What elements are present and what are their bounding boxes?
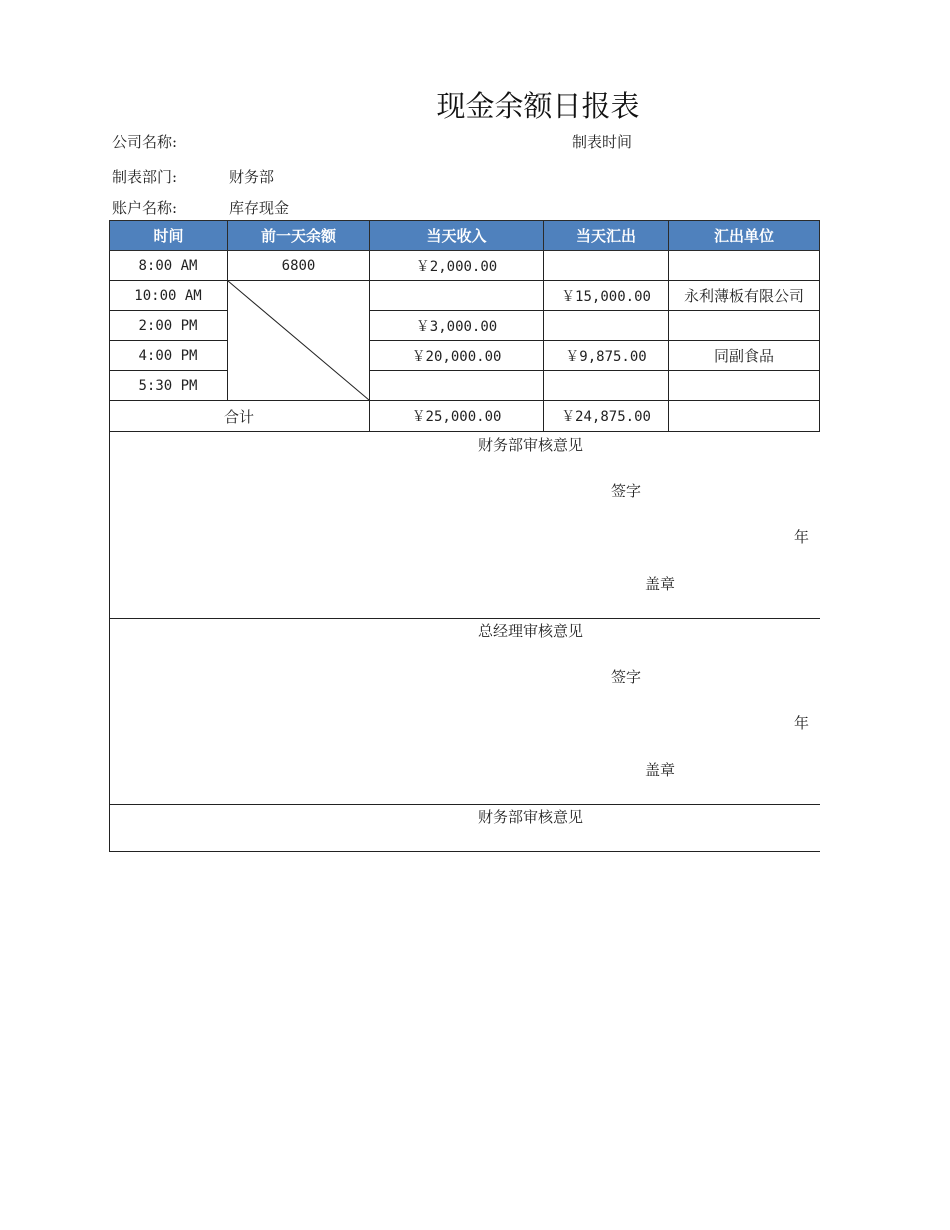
- table-row-income: ￥20,000.00: [370, 341, 544, 371]
- account-label: 账户名称:: [112, 199, 178, 217]
- finance-review-section: [109, 432, 820, 619]
- table-row-time: 8:00 AM: [109, 251, 228, 281]
- stamp-label: 盖章: [645, 575, 676, 593]
- dept-label: 制表部门:: [112, 168, 178, 186]
- account-value: 库存现金: [229, 199, 290, 217]
- gm-review-section: [109, 619, 820, 805]
- table-row-time: 5:30 PM: [109, 371, 228, 401]
- finance-review-section-2: [109, 805, 820, 852]
- report-title: 现金余额日报表: [436, 89, 640, 123]
- section-heading: 总经理审核意见: [478, 622, 584, 640]
- sign-label: 签字: [611, 668, 642, 686]
- table-row-time: 4:00 PM: [109, 341, 228, 371]
- table-row-income: ￥3,000.00: [370, 311, 544, 341]
- diagonal-line: [228, 281, 370, 401]
- table-row-unit: 同副食品: [669, 341, 820, 371]
- header-prev-balance: 前一天余额: [227, 220, 370, 251]
- total-label: 合计: [109, 401, 370, 432]
- stamp-label: 盖章: [645, 761, 676, 779]
- table-row-out: [544, 371, 669, 401]
- table-row-out: [544, 251, 669, 281]
- table-row-time: 2:00 PM: [109, 311, 228, 341]
- merged-diagonal-cell: [228, 281, 370, 401]
- table-row-out: ￥9,875.00: [544, 341, 669, 371]
- table-row-income: ￥2,000.00: [370, 251, 544, 281]
- table-row-prev-balance: 6800: [228, 251, 370, 281]
- section-heading: 财务部审核意见: [478, 808, 584, 826]
- total-unit: [669, 401, 820, 432]
- table-row-unit: [669, 311, 820, 341]
- section-heading: 财务部审核意见: [478, 436, 584, 454]
- year-label: 年: [794, 528, 810, 546]
- header-out: 当天汇出: [543, 220, 669, 251]
- total-income: ￥25,000.00: [370, 401, 544, 432]
- table-row-time: 10:00 AM: [109, 281, 228, 311]
- table-row-unit: 永利薄板有限公司: [669, 281, 820, 311]
- year-label: 年: [794, 714, 810, 732]
- sign-label: 签字: [611, 482, 642, 500]
- table-row-income: [370, 371, 544, 401]
- made-time-label: 制表时间: [572, 133, 633, 151]
- table-row-income: [370, 281, 544, 311]
- header-unit: 汇出单位: [668, 220, 820, 251]
- table-row-unit: [669, 251, 820, 281]
- table-row-out: [544, 311, 669, 341]
- header-income: 当天收入: [369, 220, 544, 251]
- table-row-out: ￥15,000.00: [544, 281, 669, 311]
- table-row-unit: [669, 371, 820, 401]
- dept-value: 财务部: [229, 168, 275, 186]
- company-label: 公司名称:: [112, 133, 178, 151]
- total-out: ￥24,875.00: [544, 401, 669, 432]
- header-time: 时间: [109, 220, 228, 251]
